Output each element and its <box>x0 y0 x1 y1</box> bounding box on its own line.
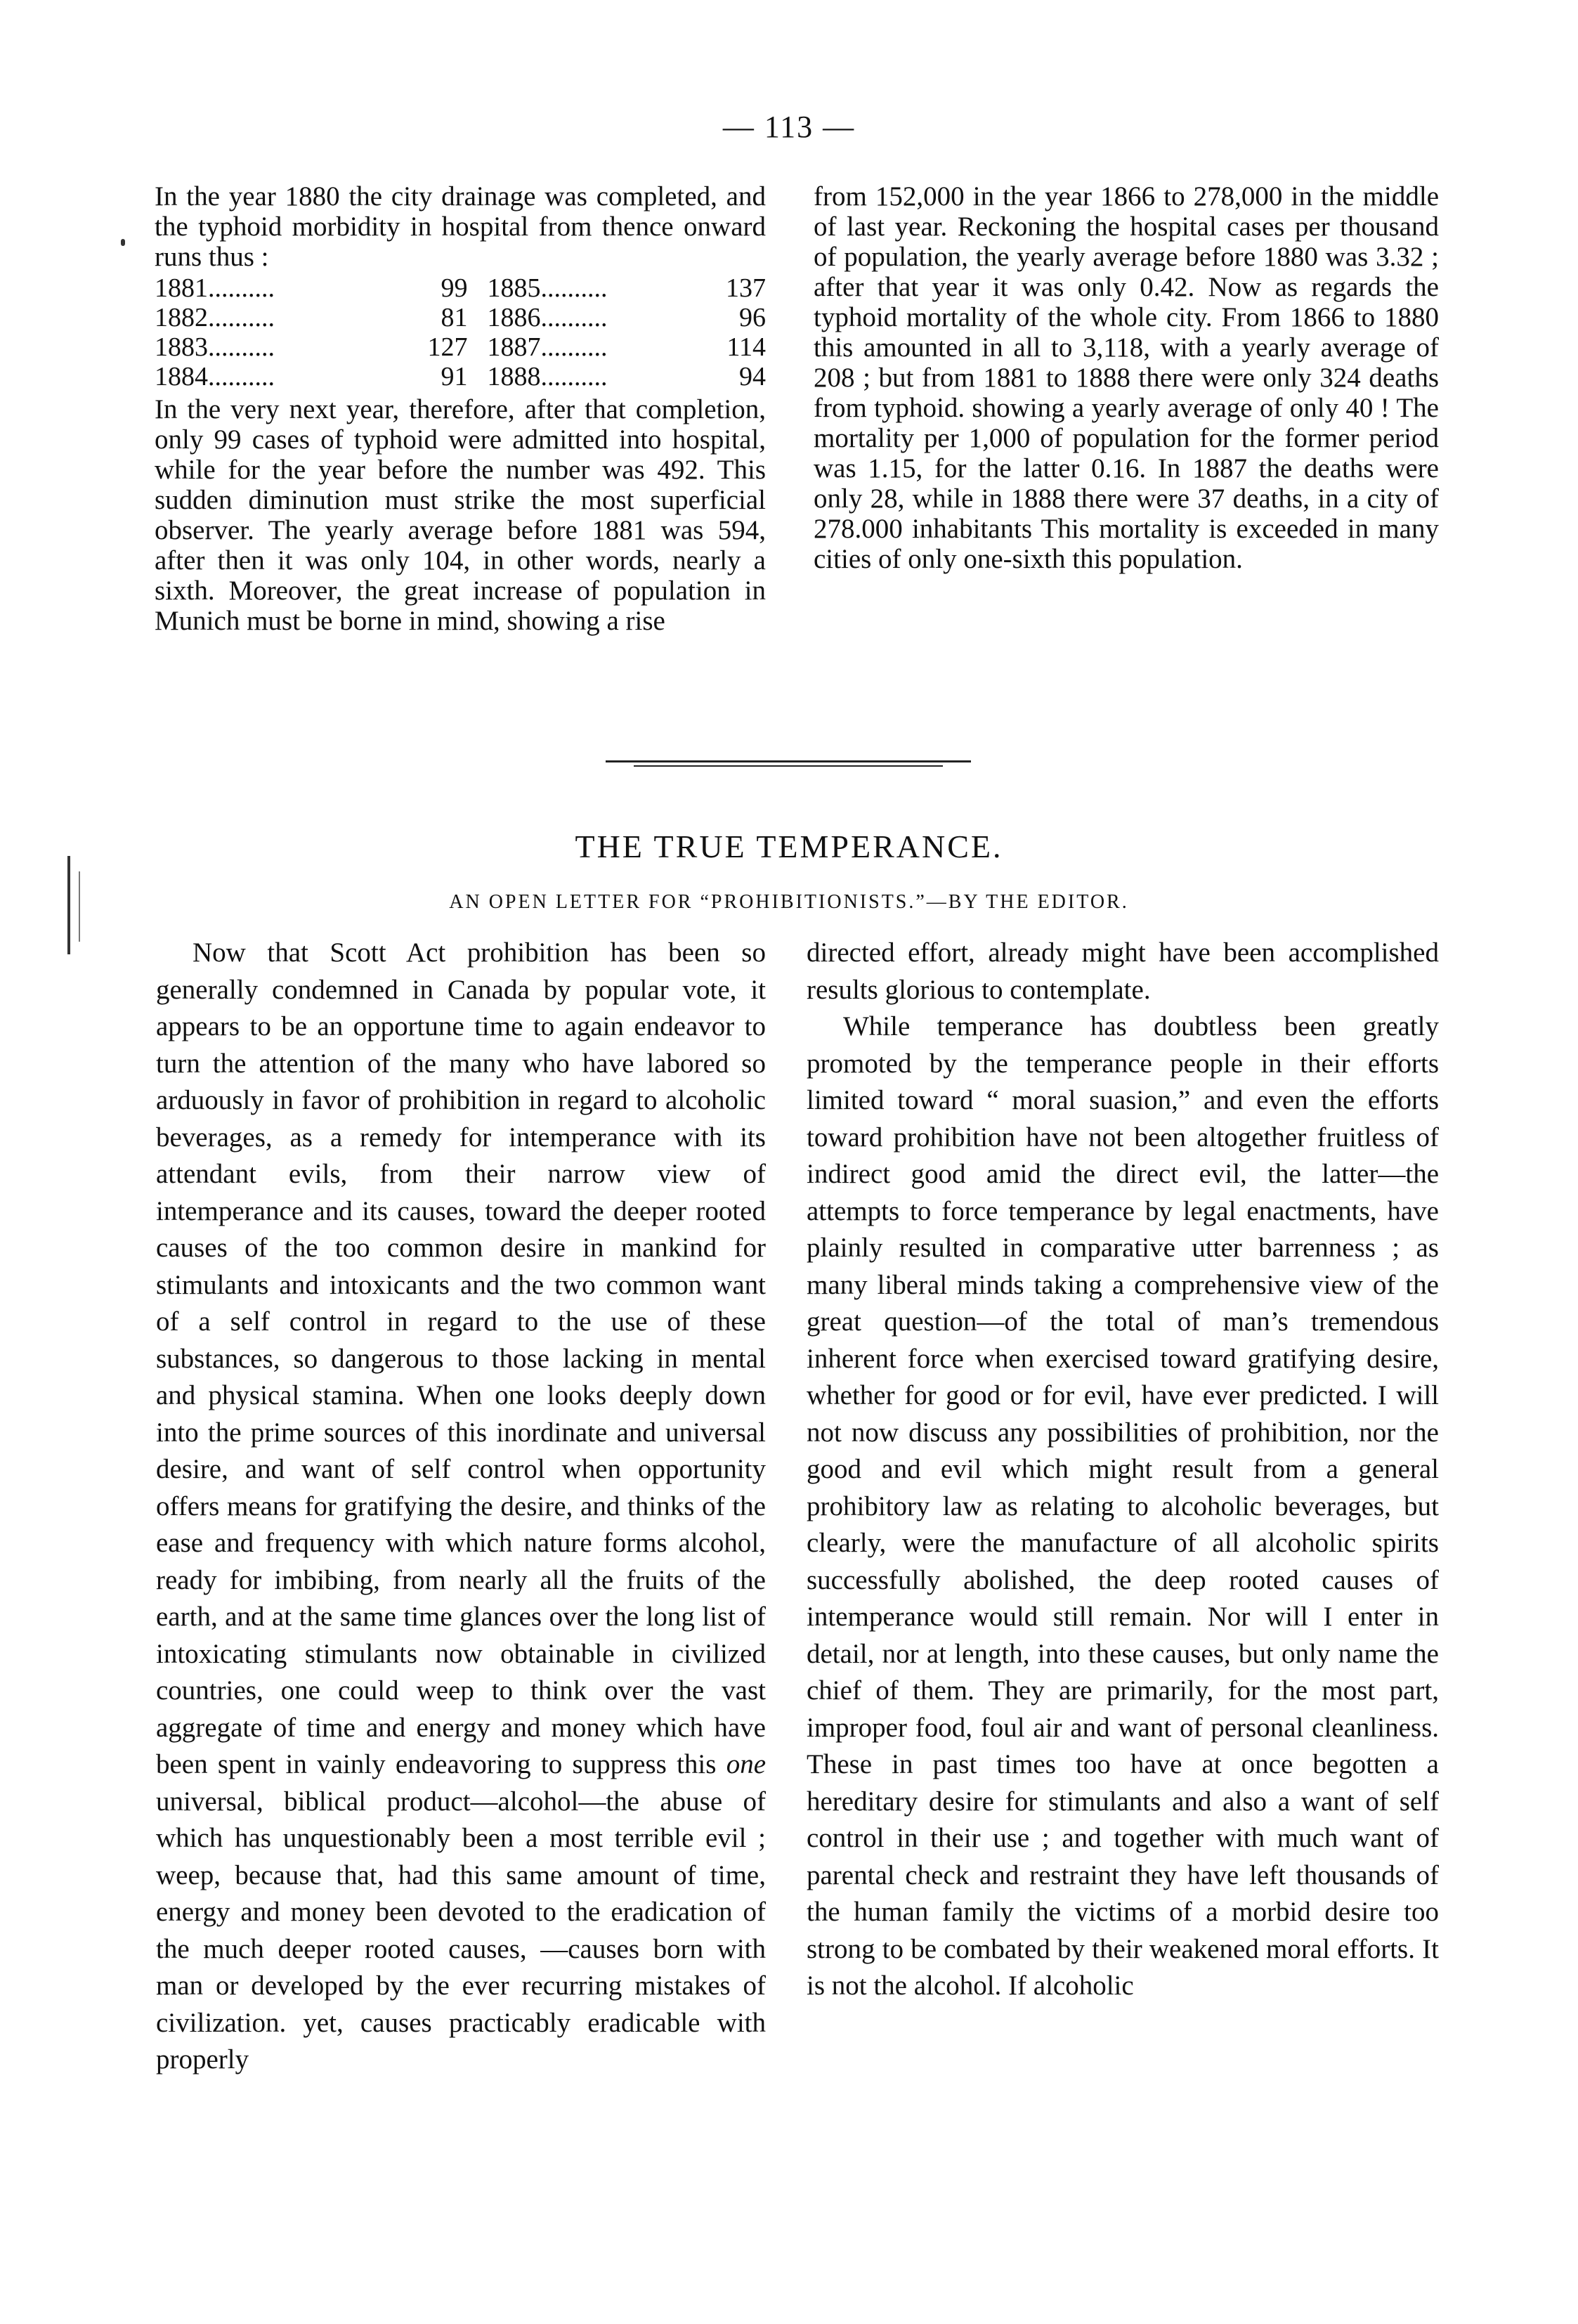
paragraph-1-end: universal, biblical product—alcohol—the abuse of which has unquestionably been a most terrible evil ; weep, because that, had this same amount of time, energy and money been devoted to the eradication of the much deeper rooted causes, —causes born with man or developed by the ever recurring mistakes of civilization. yet, causes practicably eradicable with properly <box>156 1786 766 2075</box>
article-paragraph-2: While temperance has doubtless been greatly promoted by the temperance people in their efforts limited toward “ moral suasion,” and even the efforts toward prohibition have not been altogether fruitless of indirect good amid the direct evil, the latter—the attempts to force temperance by legal enactments, have plainly resulted in comparative utter barrenness ; as many liberal minds taking a comprehensive view of the great question—of the total of man’s tremendous inherent force when exercised toward gratifying desire, whether for good or for evil, have ever predicted. I will not now discuss any possibilities of prohibition, nor the good and evil which might result from a general prohibitory law as relating to alcoholic beverages, but clearly, were the manufacture of all alcoholic spirits successfully abolished, the deep rooted causes of intemperance would still remain. Nor will I enter in detail, nor at length, into these causes, but only name the chief of them. They are primarily, for the most part, improper food, foul air and want of personal cleanliness. These in past times too have at once begotten a hereditary desire for stimulants and also a want of self control in their use ; and together with much want of parental check and restraint they have left thousands of the human family the victims of a morbid desire too strong to be combated by their weakened moral efforts. It is not the alcohol. If alcoholic <box>807 1011 1439 2001</box>
value-cell <box>323 273 487 303</box>
year-cell <box>487 362 656 391</box>
value-cell <box>656 362 766 391</box>
italic-word: one <box>726 1749 767 1779</box>
page-number: — 113 — <box>722 110 856 144</box>
year-cell-text: 1884 <box>155 362 208 391</box>
leader-dots: .......... <box>208 273 275 303</box>
leader-dots: .......... <box>540 273 608 303</box>
year-cell-text: 1881 <box>155 273 208 303</box>
article-subtitle: AN OPEN LETTER FOR “PROHIBITIONISTS.”—BY THE EDITOR. <box>449 891 1129 913</box>
year-cell <box>487 303 656 332</box>
leader-dots: .......... <box>208 362 275 391</box>
year-cell <box>487 332 656 362</box>
article-paragraph-1-continued: directed effort, already might have been accomplished results glorious to contemplate. <box>807 937 1439 1005</box>
article-title: THE TRUE TEMPERANCE. <box>575 829 1003 864</box>
value-cell-text: 81 <box>441 303 468 332</box>
year-cell-text: 1882 <box>155 303 208 332</box>
leader-dots: .......... <box>540 362 608 391</box>
table-row <box>155 332 766 362</box>
value-cell-text: 137 <box>726 273 766 303</box>
population-mortality-text: from 152,000 in the year 1866 to 278,000 in the middle of last year. Reckoning the hospital cases per thousand of population, the yearly average before 1880 was 3.32 ; after that year it was only 0.42. Now as regards the typhoid mortality of the whole city. From 1866 to 1880 this amounted in all to 3,118, with a yearly average of 208 ; but from 1881 to 1888 there were only 324 deaths from typhoid. showing a yearly average of only 40 ! The mortality per 1,000 of population for the former period was 1.15, for the latter 0.16. In 1887 the deaths were only 28, while in 1888 there were 37 deaths, in a city of 278.000 inhabitants This mortality is exceeded in many cities of only one-sixth this population. <box>814 181 1439 574</box>
year-cell <box>155 273 323 303</box>
value-cell <box>323 362 487 391</box>
leader-dots: .......... <box>540 332 608 362</box>
article-right-column <box>807 935 1439 2005</box>
value-cell <box>323 332 487 362</box>
leader-dots: .......... <box>540 303 608 332</box>
value-cell <box>323 303 487 332</box>
value-cell-text: 96 <box>739 303 766 332</box>
drainage-intro: In the year 1880 the city drainage was completed, and the typhoid morbidity in hospital from thence onward runs thus : <box>155 181 766 272</box>
section-divider <box>606 760 971 762</box>
year-cell-text: 1887 <box>487 332 541 362</box>
paragraph-1-text: Now that Scott Act prohibition has been so generally condemned in Canada by popular vote, it appears to be an opportune time to again endeavor to turn the attention of the many who have labored so arduously in favor of prohibition in regard to alcoholic beverages, as a remedy for intemperance with its attendant evils, from their narrow view of intemperance and its causes, toward the deeper rooted causes of the too common desire in mankind for stimulants and intoxicants and the two common want of a self control in regard to the use of these substances, so dangerous to those lacking in mental and physical stamina. When one looks deeply down into the prime sources of this inordinate and universal desire, and want of self control when opportunity offers means for gratifying the desire, and thinks of the ease and frequency with which nature forms alcohol, ready for imbibing, from nearly all the fruits of the earth, and at the same time glances over the long list of intoxicating stimulants now obtainable in civilized countries, one could weep to think over the vast aggregate of time and energy and money which have been spent in vainly endeavoring to suppress this <box>156 937 766 1779</box>
value-cell <box>656 332 766 362</box>
leader-dots: .......... <box>208 303 275 332</box>
drainage-analysis: In the very next year, therefore, after that completion, only 99 cases of typhoid were admitted into hospital, while for the year before the number was 492. This sudden diminution must strike the most superficial observer. The yearly average before 1881 was 594, after then it was only 104, in other words, nearly a sixth. Moreover, the great increase of population in Munich must be borne in mind, showing a rise <box>155 394 766 636</box>
article-left-column <box>156 935 766 2079</box>
value-cell-text: 94 <box>739 362 766 391</box>
value-cell-text: 99 <box>441 273 468 303</box>
year-cell <box>487 273 656 303</box>
typhoid-cases-table <box>155 273 766 391</box>
year-cell-text: 1883 <box>155 332 208 362</box>
top-left-column <box>155 181 766 636</box>
value-cell <box>656 303 766 332</box>
table-row <box>155 303 766 332</box>
value-cell-text: 127 <box>427 332 468 362</box>
year-cell <box>155 362 323 391</box>
leader-dots: .......... <box>208 332 275 362</box>
year-cell-text: 1886 <box>487 303 541 332</box>
margin-dot <box>121 239 125 246</box>
table-row <box>155 273 766 303</box>
article-paragraph-1 <box>156 935 766 2079</box>
year-cell <box>155 332 323 362</box>
table-row <box>155 362 766 391</box>
year-cell-text: 1885 <box>487 273 541 303</box>
year-cell <box>155 303 323 332</box>
value-cell <box>656 273 766 303</box>
year-cell-text: 1888 <box>487 362 541 391</box>
top-right-column <box>814 181 1439 574</box>
value-cell-text: 91 <box>441 362 468 391</box>
value-cell-text: 114 <box>726 332 766 362</box>
